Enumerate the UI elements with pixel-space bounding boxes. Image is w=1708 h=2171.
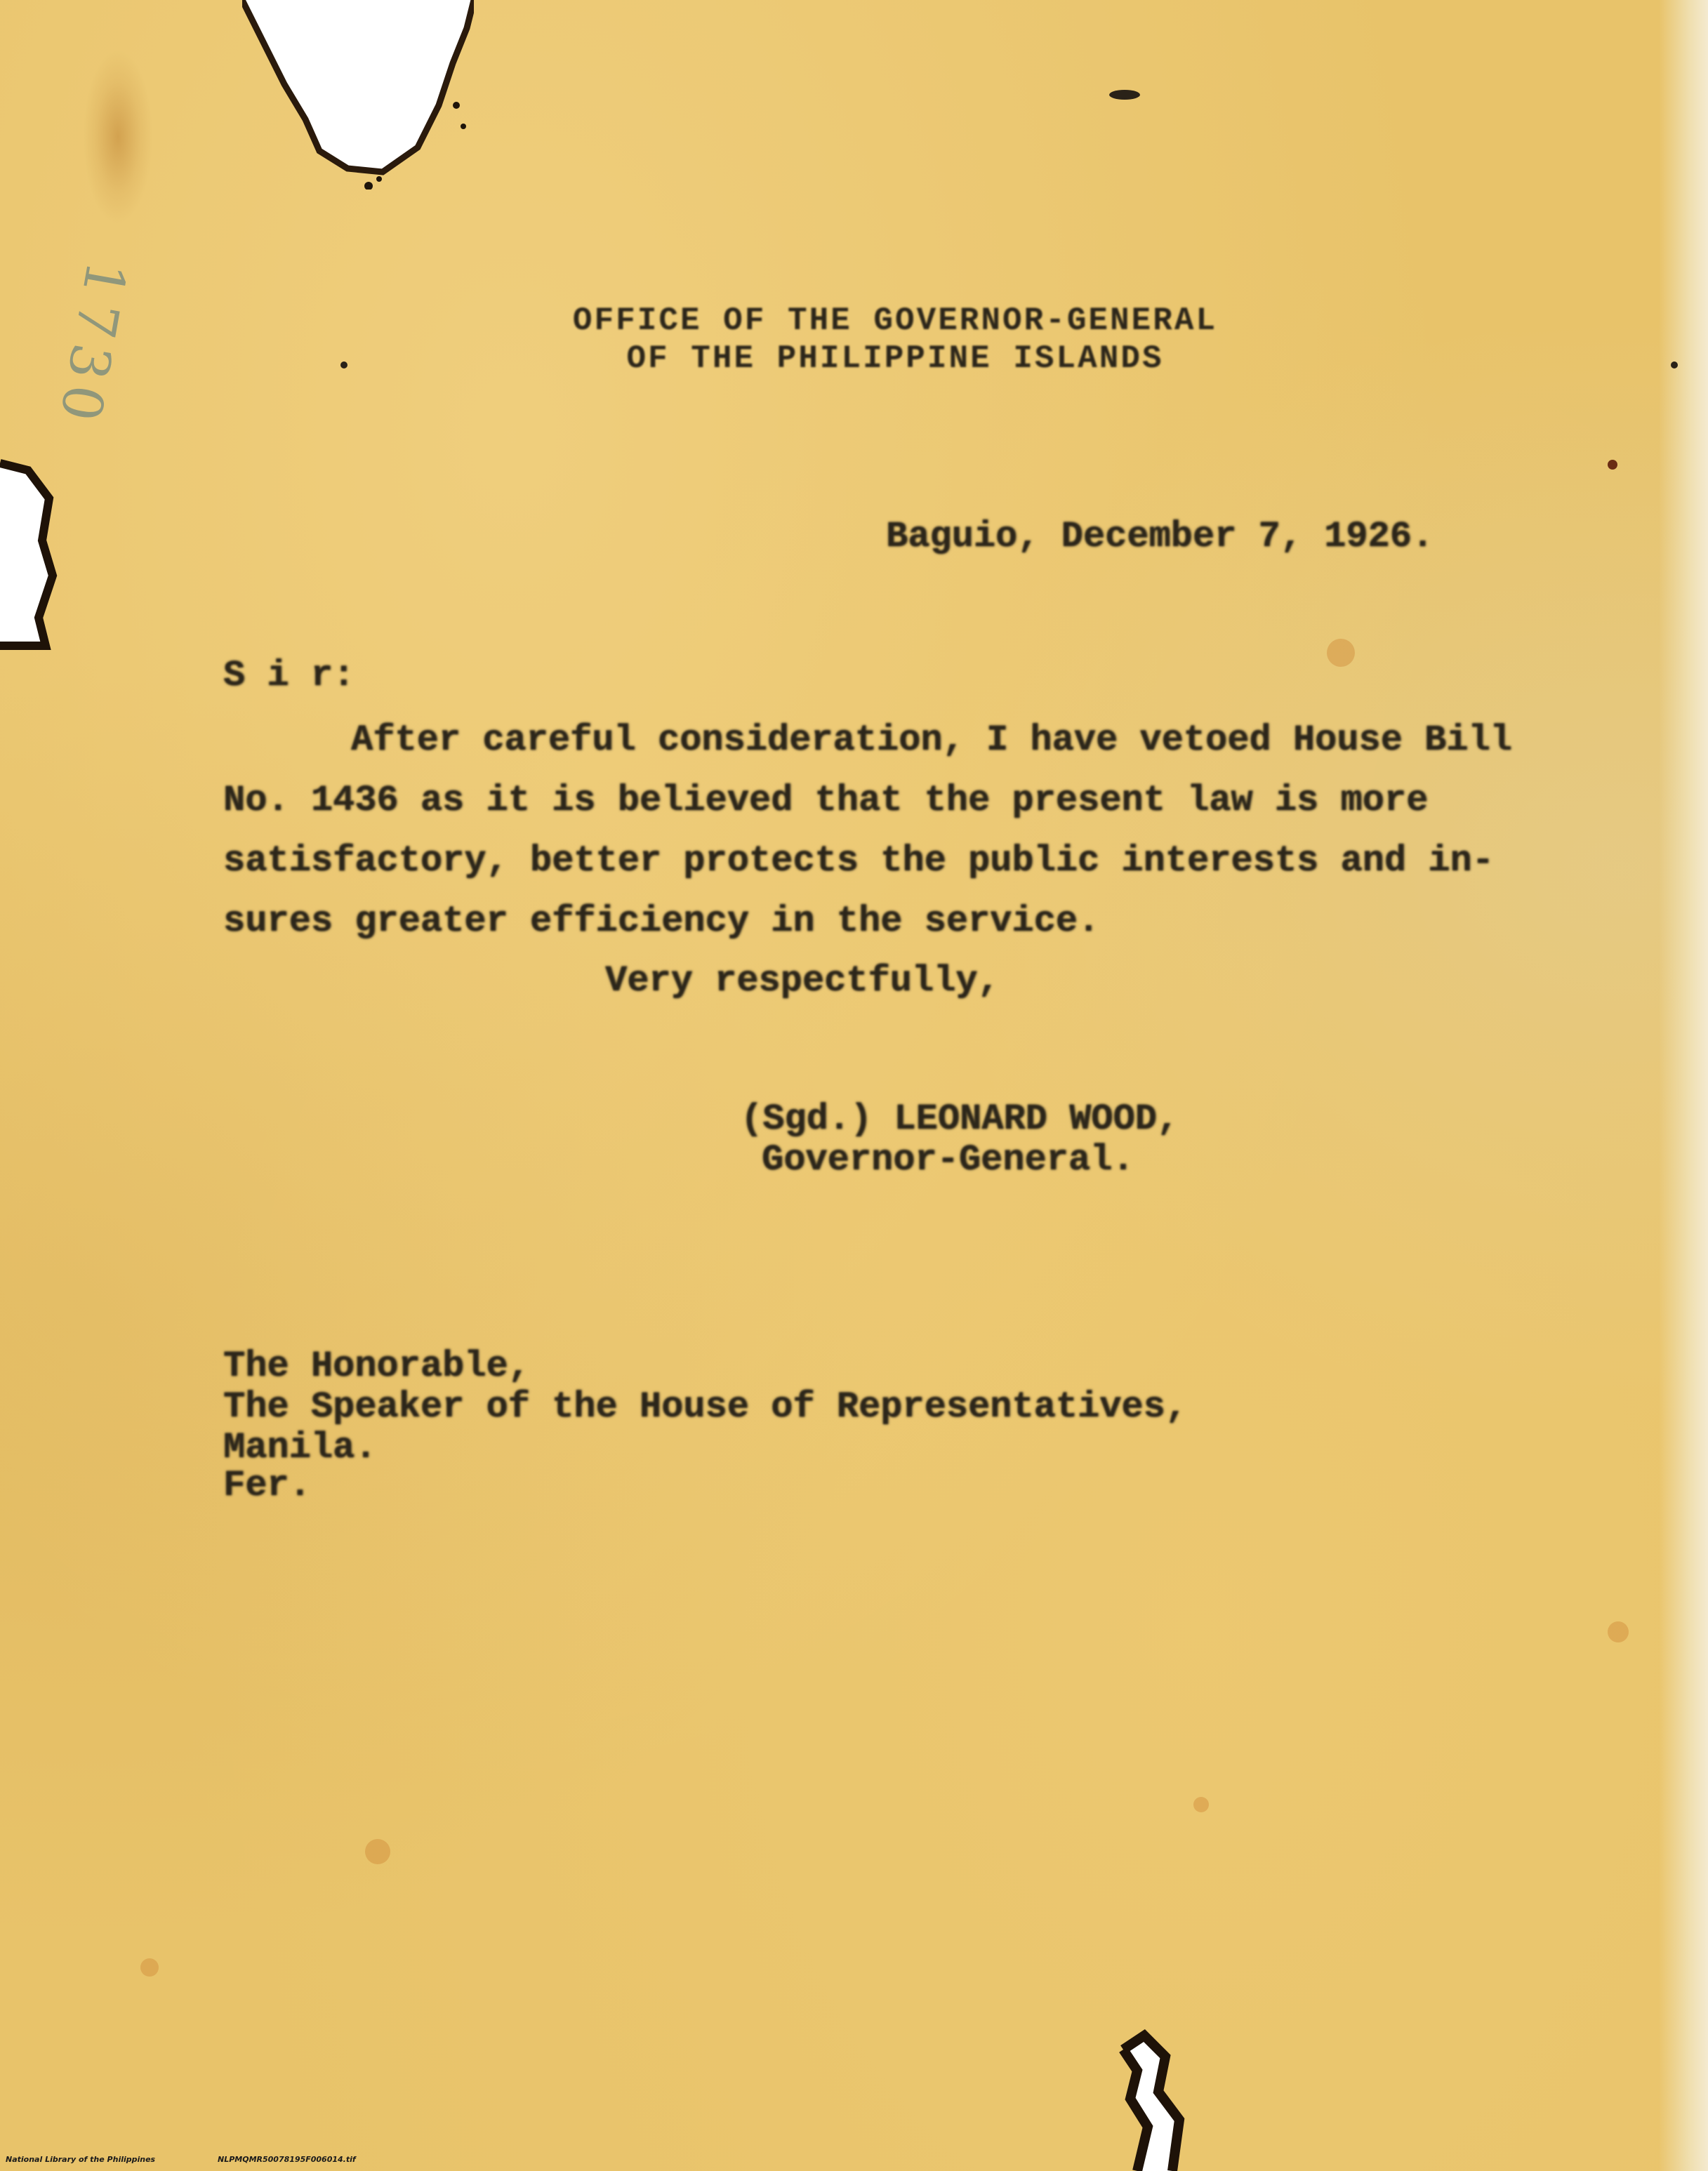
body-line-1: After careful consideration, I have vetoed House Bill <box>351 719 1512 761</box>
archive-file-id: NLPMQMR50078195F006014.tif <box>218 2155 356 2164</box>
addressee-line-1: The Honorable, <box>223 1346 530 1387</box>
stain-mark <box>1327 639 1355 667</box>
dateline: Baguio, December 7, 1926. <box>886 516 1434 557</box>
pencil-annotation: 1730 <box>46 256 138 432</box>
ink-speck <box>1671 361 1678 369</box>
burn-hole-top <box>242 0 474 190</box>
ink-speck <box>1608 460 1617 470</box>
fold-stain <box>83 49 153 225</box>
salutation: S i r: <box>223 655 355 696</box>
body-line-2: No. 1436 as it is believed that the present law is more <box>223 780 1429 821</box>
stain-mark <box>1608 1621 1629 1642</box>
paper-edge <box>1659 0 1708 2171</box>
letterhead-line-1: OFFICE OF THE GOVERNOR-GENERAL <box>572 303 1218 339</box>
ink-speck <box>340 361 347 369</box>
ink-speck <box>1109 90 1140 100</box>
addressee-line-3: Manila. <box>223 1427 377 1468</box>
body-line-4: sures greater efficiency in the service. <box>223 901 1100 942</box>
letterhead <box>491 302 1299 378</box>
archive-credit: National Library of the Philippines <box>6 2155 156 2164</box>
letterhead-line-2: OF THE PHILIPPINE ISLANDS <box>626 340 1164 377</box>
stain-mark <box>365 1839 390 1864</box>
closing: Very respectfully, <box>605 960 1000 1002</box>
addressee-line-2: The Speaker of the House of Representatives, <box>223 1386 1188 1428</box>
stain-mark <box>140 1958 159 1977</box>
stain-mark <box>1193 1797 1209 1812</box>
signature-title: Governor-General. <box>762 1139 1134 1181</box>
burn-hole-left <box>0 435 77 660</box>
addressee-line-4: Fer. <box>223 1465 311 1506</box>
signature-name: (Sgd.) LEONARD WOOD, <box>741 1098 1179 1140</box>
burn-hole-bottom <box>1081 2021 1222 2171</box>
body-line-3: satisfactory, better protects the public interests and in- <box>223 840 1494 882</box>
